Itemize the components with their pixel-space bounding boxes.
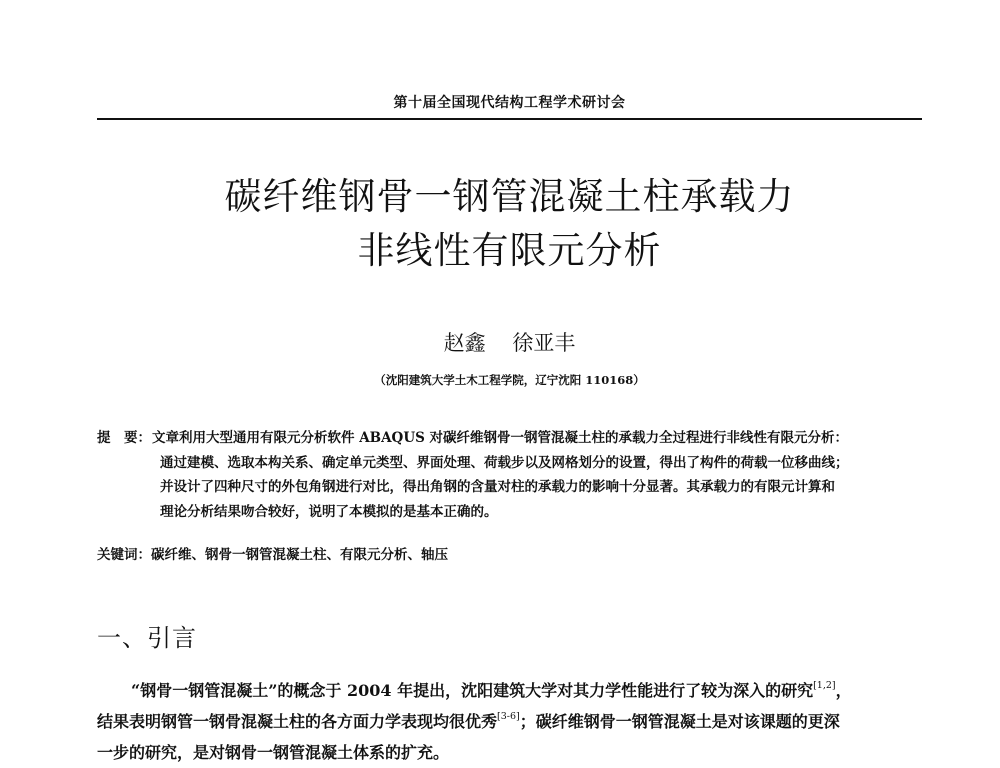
- running-header: 第十届全国现代结构工程学术研讨会: [393, 95, 626, 111]
- section-heading: 一、引言: [97, 624, 197, 652]
- citation[interactable]: [1,2]: [813, 680, 836, 691]
- intro-paragraph: [97, 675, 927, 768]
- intro-line-2: [97, 706, 927, 737]
- abstract-line: 通过建模、选取本构关系、确定单元类型、界面处理、荷载步以及网格划分的设置，得出了构件的荷载一位移曲线；: [160, 454, 849, 471]
- keywords-text: 碳纤维、钢骨一钢管混凝土柱、有限元分析、轴压: [151, 547, 448, 563]
- header-rule: [97, 118, 922, 120]
- authors: 赵鑫 徐亚丰: [443, 331, 576, 355]
- abstract-line: 文章利用大型通用有限元分析软件 ABAQUS 对碳纤维钢骨一钢管混凝土柱的承载力全过程进行非线性有限元分析：: [152, 430, 849, 446]
- intro-line-1: [97, 675, 927, 706]
- affiliation: （沈阳建筑大学土木工程学院，辽宁沈阳 110168）: [374, 373, 645, 387]
- intro-text: ；碳纤维钢骨一钢管混凝土是对该课题的更深: [519, 712, 840, 731]
- abstract-body: [152, 426, 922, 524]
- abstract-label: 提 要：: [97, 430, 151, 446]
- title-line-1: 碳纤维钢骨一钢管混凝土柱承载力: [224, 175, 795, 218]
- keywords-label: 关键词：: [97, 547, 151, 563]
- abstract-line: 并设计了四种尺寸的外包角钢进行对比，得出角钢的含量对柱的承载力的影响十分显著。其承载力的有限元计算和: [160, 479, 835, 495]
- keywords: [97, 543, 922, 563]
- intro-line-3: 一步的研究，是对钢骨一钢管混凝土体系的扩充。: [97, 743, 450, 762]
- paper-title: [97, 170, 922, 278]
- abstract-line: 理论分析结果吻合较好，说明了本模拟的是基本正确的。: [160, 503, 498, 520]
- title-line-2: 非线性有限元分析: [357, 229, 662, 272]
- citation[interactable]: [3-6]: [497, 711, 520, 722]
- intro-text: 结果表明钢管一钢骨混凝土柱的各方面力学表现均很优秀: [97, 712, 498, 731]
- intro-text: ，: [835, 681, 852, 700]
- intro-text: “钢骨一钢管混凝土”的概念于 2004 年提出，沈阳建筑大学对其力学性能进行了较为深入的研究: [131, 681, 814, 700]
